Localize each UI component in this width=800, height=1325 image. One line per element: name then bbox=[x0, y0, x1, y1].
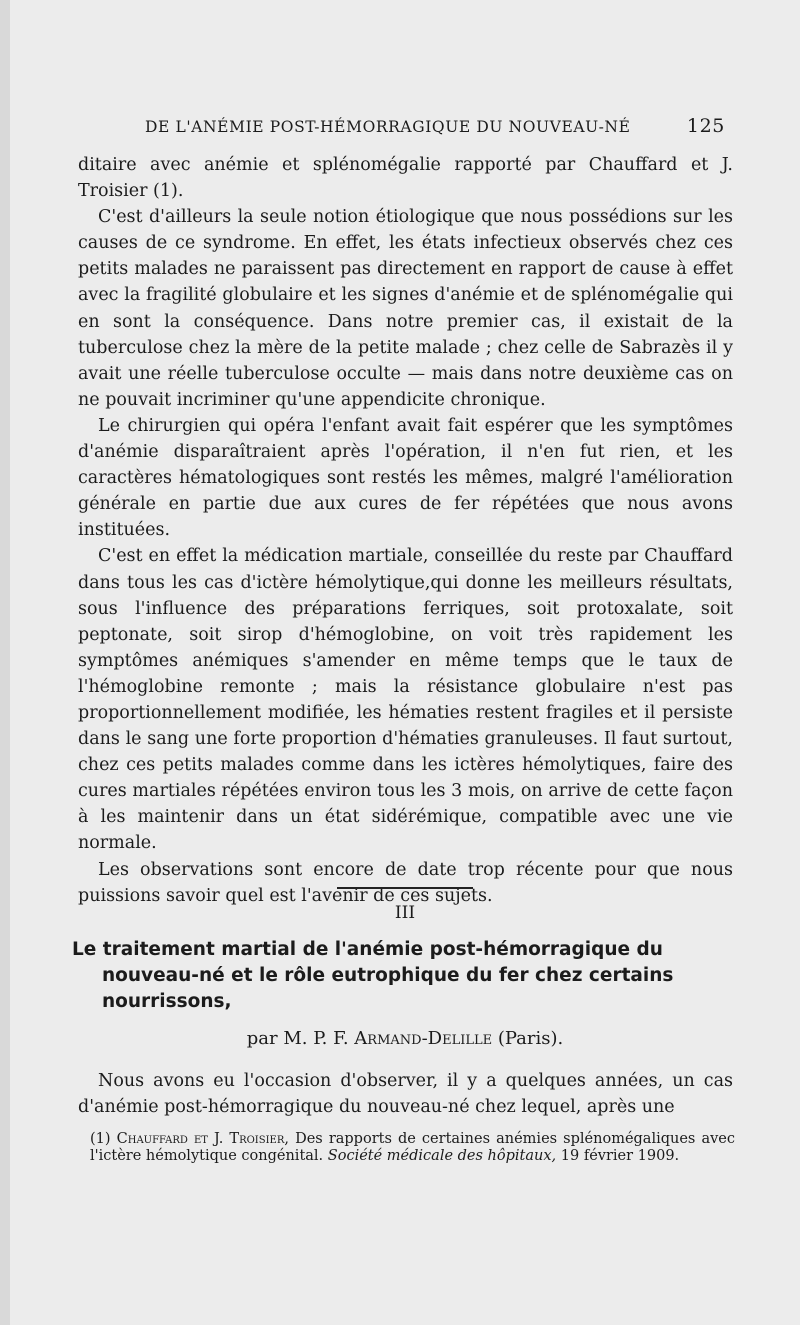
body-paragraph: C'est d'ailleurs la seule notion étiologique que nous possédions sur les causes de ce syndrome. En effet, les états infectieux observés chez ces petits malades ne paraissent pas directement en rapport de cause à effet avec la fragilité globulaire et les signes d'anémie et de splénomégalie qui en sont la conséquence. Dans notre premier cas, il existait de la tuberculose chez la mère de la petite malade ; chez celle de Sabrazès il y avait une réelle tuberculose occulte — mais dans notre deuxième cas on ne pouvait incriminer qu'une appendicite chronique. bbox=[78, 207, 733, 410]
section-divider bbox=[337, 887, 473, 889]
section-number: III bbox=[394, 903, 416, 923]
footnote-marker: (1) bbox=[90, 1131, 111, 1147]
body-paragraph: Le chirurgien qui opéra l'enfant avait fait espérer que les symptômes d'anémie disparaîtraient après l'opération, il n'en fut rien, et les caractères hématologiques sont restés les mêmes, malgré l'amélioration générale en partie due aux cures de fer répétées que nous avons instituées. bbox=[78, 415, 733, 541]
footnote-journal: Société médicale des hôpitaux, bbox=[327, 1148, 557, 1164]
section-title-line1: Le traitement martial de l'anémie post-hémorragique du bbox=[72, 939, 663, 960]
intro-text bbox=[78, 1068, 733, 1120]
page-number: 125 bbox=[686, 115, 725, 137]
footnote bbox=[90, 1131, 735, 1165]
author-prefix: par M. P. F. bbox=[246, 1028, 349, 1049]
footnote-authors: Chauffard et J. Troisier, bbox=[116, 1131, 289, 1147]
author-name: Armand-Delille bbox=[354, 1028, 493, 1049]
footnote-date: 19 février 1909. bbox=[560, 1148, 680, 1164]
author-line bbox=[10, 1028, 800, 1049]
running-title: DE L'ANÉMIE POST-HÉMORRAGIQUE DU NOUVEAU-NÉ bbox=[145, 118, 631, 136]
section-title bbox=[72, 937, 737, 1015]
section-title-line2: nouveau-né et le rôle eutrophique du fer chez certains nourrissons, bbox=[102, 965, 674, 1012]
intro-paragraph: Nous avons eu l'occasion d'observer, il y a quelques années, un cas d'anémie post-hémorragique du nouveau-né chez lequel, après une bbox=[78, 1071, 733, 1117]
body-paragraph: ditaire avec anémie et splénomégalie rapporté par Chauffard et J. Troisier (1). bbox=[78, 155, 733, 202]
book-page bbox=[10, 0, 800, 1325]
body-text bbox=[78, 152, 733, 909]
author-place: (Paris). bbox=[497, 1028, 564, 1049]
footnote-title: Des rapports de certaines anémies splénomégaliques avec l'ictère hémolytique congénital. bbox=[90, 1131, 735, 1164]
body-paragraph: Les observations sont encore de date trop récente pour que nous puissions savoir quel est l'avenir de ces sujets. bbox=[78, 859, 733, 906]
body-paragraph: C'est en effet la médication martiale, conseillée du reste par Chauffard dans tous les cas d'ictère hémolytique,qui donne les meilleurs résultats, sous l'influence des préparations ferriques, soit protoxalate, soit peptonate, soit sirop d'hémoglobine, on voit très rapidement les symptômes anémiques s'amender en même temps que le taux de l'hémoglobine remonte ; mais la résistance globulaire n'est pas proportionnellement modifiée, les hématies restent fragiles et il persiste dans le sang une forte proportion d'hématies granuleuses. Il faut surtout, chez ces petits malades comme dans les ictères hémolytiques, faire des cures martiales répétées environ tous les 3 mois, on arrive de cette façon à les maintenir dans un état sidérémique, compatible avec une vie normale. bbox=[78, 546, 733, 854]
